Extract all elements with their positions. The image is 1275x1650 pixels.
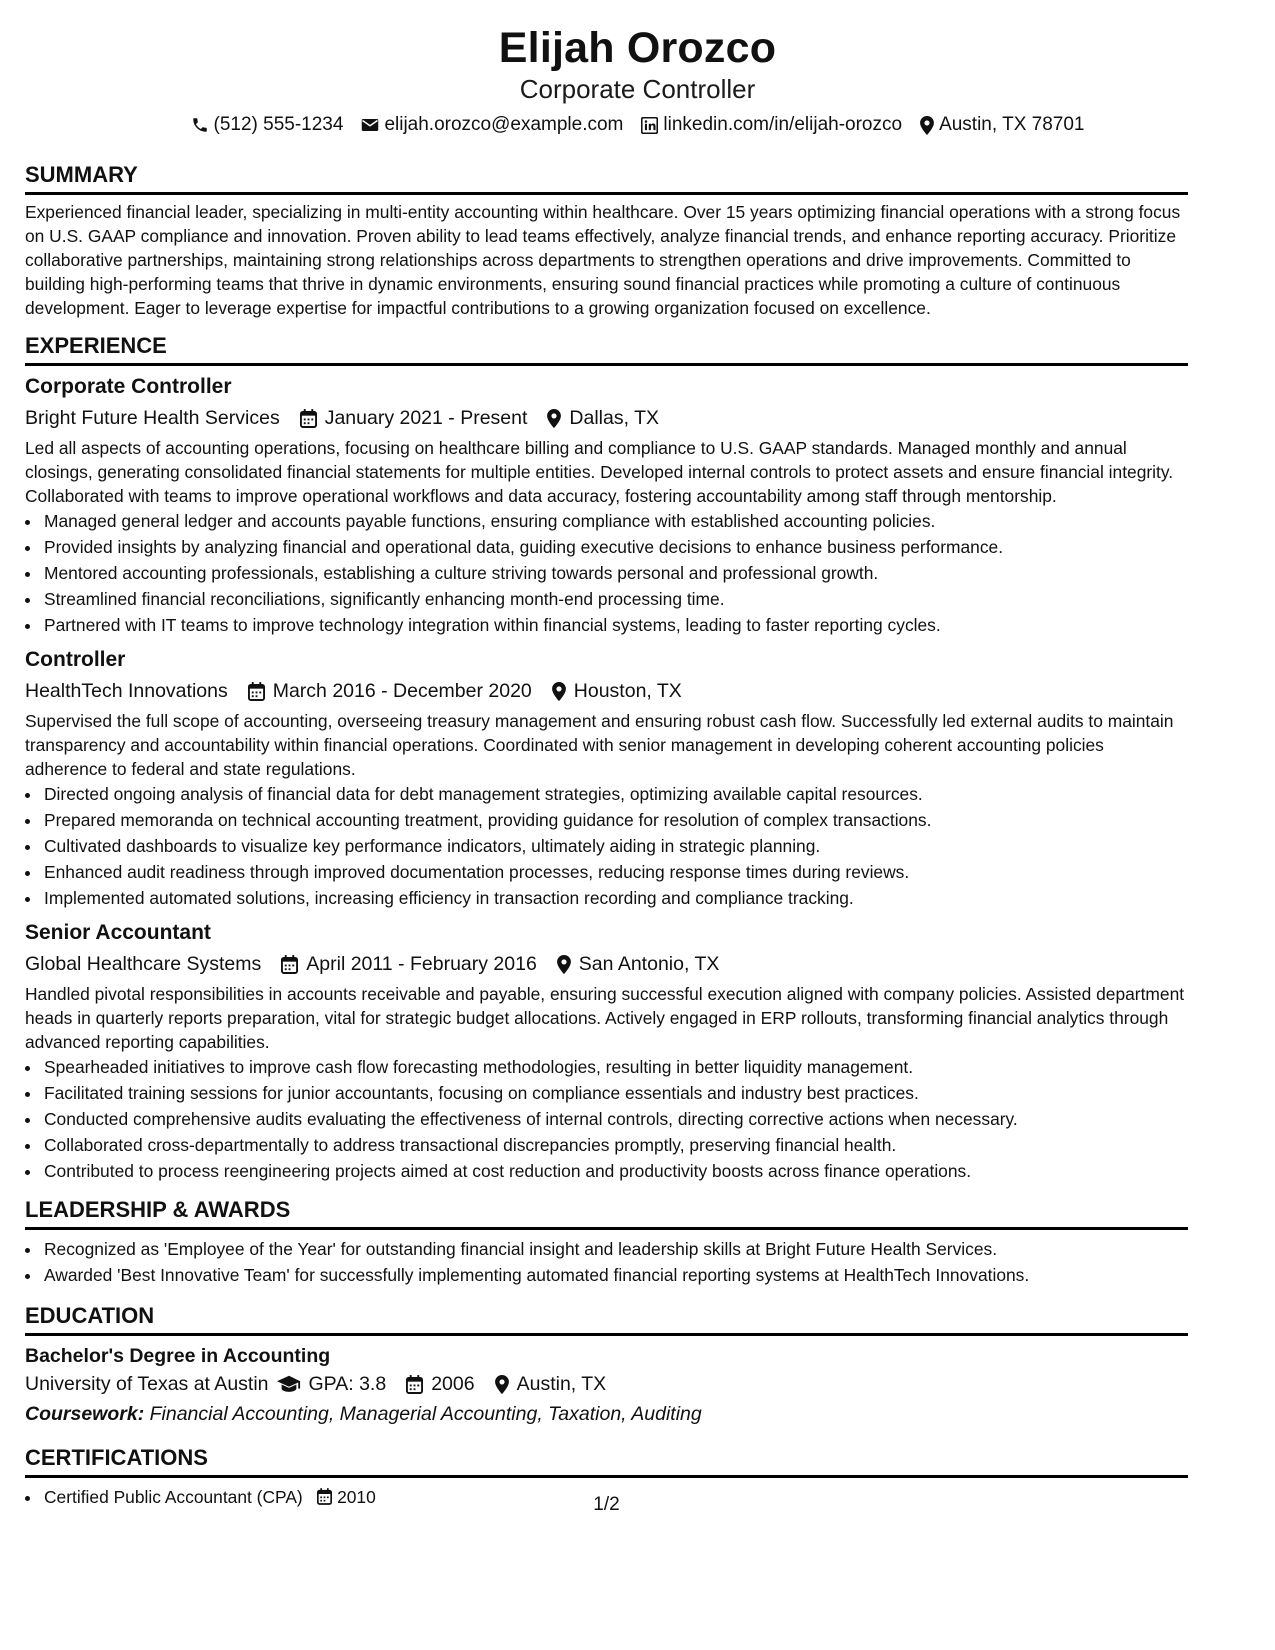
list-item: • Awarded 'Best Innovative Team' for successfully implementing automated financial reporting systems at HealthTech Innovations. [42, 1262, 1188, 1288]
job-description: Led all aspects of accounting operations, focusing on healthcare billing and compliance to U.S. GAAP standards. Managed monthly and annual closings, generating consolidated financial statements for multiple entities. Developed internal controls to protect assets and ensure financial integrity. Collaborated with teams to improve operational workflows and data accuracy, fostering accountability among staff through mentorship. [25, 438, 1174, 506]
list-item: • Collaborated cross-departmentally to address transactional discrepancies promptly, preserving financial health. [42, 1132, 1188, 1158]
list-item: • Streamlined financial reconciliations, significantly enhancing month-end processing time. [42, 586, 1188, 612]
list-item: • Managed general ledger and accounts payable functions, ensuring compliance with established accounting policies. [42, 508, 1188, 534]
list-item: • Facilitated training sessions for junior accountants, focusing on compliance essentials and industry best practices. [42, 1080, 1188, 1106]
job-bullets [25, 1054, 1188, 1184]
job-entry [25, 646, 1188, 911]
job-bullets [25, 508, 1188, 638]
job-bullets [25, 781, 1188, 911]
school-location: Austin, TX [516, 1373, 607, 1395]
gpa-text: GPA: 3.8 [308, 1373, 387, 1395]
job-title: Corporate Controller [25, 375, 232, 398]
certifications-title: CERTIFICATIONS [25, 1445, 1188, 1478]
linkedin-text: linkedin.com/in/elijah-orozco [663, 114, 903, 135]
job-location: Houston, TX [573, 680, 682, 702]
contact-email[interactable] [361, 113, 623, 137]
job-entry [25, 373, 1188, 638]
leadership-bullets [25, 1236, 1188, 1288]
job-description: Supervised the full scope of accounting, overseeing treasury management and ensuring robust cash flow. Successfully led external audits to maintain transparency and accountability within financial operations. Coordinated with senior management in developing coherent accounting policies adherence to federal and state regulations. [25, 711, 1174, 779]
coursework-list: Financial Accounting, Managerial Accounting, Taxation, Auditing [149, 1403, 702, 1425]
list-item: • Spearheaded initiatives to improve cash flow forecasting methodologies, resulting in better liquidity management. [42, 1054, 1188, 1080]
phone-text: (512) 555-1234 [213, 114, 344, 135]
linkedin-icon [641, 117, 658, 134]
list-item: • Conducted comprehensive audits evaluating the effectiveness of internal controls, directing corrective actions when necessary. [42, 1106, 1188, 1132]
contact-location [920, 113, 1084, 137]
calendar-icon [248, 682, 265, 701]
job-meta [25, 404, 1188, 432]
job-meta [25, 677, 1188, 705]
phone-icon [191, 116, 209, 134]
list-item: • Provided insights by analyzing financial and operational data, guiding executive decisions to enhance business performance. [42, 534, 1188, 560]
job-company: Global Healthcare Systems [25, 953, 262, 975]
summary-title: SUMMARY [25, 162, 1188, 195]
education-title: EDUCATION [25, 1303, 1188, 1336]
candidate-name: Elijah Orozco [498, 24, 777, 72]
coursework [25, 1400, 1188, 1428]
map-pin-icon [920, 116, 934, 135]
leadership-section [25, 1197, 1188, 1288]
certification-name: Certified Public Accountant (CPA) [44, 1487, 303, 1507]
school-name: University of Texas at Austin [25, 1373, 269, 1395]
job-meta [25, 950, 1188, 978]
list-item: • Mentored accounting professionals, establishing a culture striving towards personal and professional growth. [42, 560, 1188, 586]
job-location: San Antonio, TX [578, 953, 720, 975]
job-company: Bright Future Health Services [25, 407, 280, 429]
experience-title: EXPERIENCE [25, 333, 1188, 366]
job-location: Dallas, TX [569, 407, 659, 429]
graduation-year: 2006 [431, 1373, 475, 1395]
map-pin-icon [557, 955, 571, 974]
certification-year: 2010 [337, 1487, 376, 1507]
coursework-label: Coursework: [25, 1403, 145, 1425]
list-item: • Prepared memoranda on technical accounting treatment, providing guidance for resolution of complex transactions. [42, 807, 1188, 833]
job-description: Handled pivotal responsibilities in accounts receivable and payable, ensuring successful execution aligned with company policies. Assisted department heads in quarterly reports preparation, vital for strategic budget allocations. Actively engaged in ERP rollouts, transforming financial analytics through advanced reporting capabilities. [25, 984, 1185, 1052]
list-item: • Enhanced audit readiness through improved documentation processes, reducing response times during reviews. [42, 859, 1188, 885]
education-meta [25, 1370, 1188, 1398]
graduation-cap-icon [277, 1375, 301, 1393]
map-pin-icon [495, 1375, 509, 1394]
resume-header [25, 22, 1250, 137]
calendar-icon [406, 1375, 423, 1394]
job-dates: March 2016 - December 2020 [272, 680, 532, 702]
list-item: • Cultivated dashboards to visualize key performance indicators, ultimately aiding in strategic planning. [42, 833, 1188, 859]
experience-section [25, 333, 1188, 1184]
job-dates: April 2011 - February 2016 [306, 953, 537, 975]
page-number: 1/2 [593, 1494, 620, 1515]
contact-bar [25, 113, 1250, 137]
candidate-role: Corporate Controller [519, 74, 756, 104]
leadership-title: LEADERSHIP & AWARDS [25, 1197, 1188, 1230]
job-company: HealthTech Innovations [25, 680, 228, 702]
contact-linkedin[interactable] [641, 113, 902, 137]
list-item: • Recognized as 'Employee of the Year' for outstanding financial insight and leadership skills at Bright Future Health Services. [42, 1236, 1188, 1262]
job-title: Senior Accountant [25, 921, 211, 944]
location-text: Austin, TX 78701 [939, 114, 1085, 135]
calendar-icon [300, 409, 317, 428]
contact-phone[interactable] [191, 113, 344, 137]
map-pin-icon [552, 682, 566, 701]
summary-section [25, 162, 1188, 320]
job-title: Controller [25, 648, 126, 671]
email-text: elijah.orozco@example.com [384, 114, 624, 135]
map-pin-icon [547, 409, 561, 428]
list-item: • Contributed to process reengineering projects aimed at cost reduction and productivity boosts across finance operations. [42, 1158, 1188, 1184]
resume-content [25, 22, 1250, 1507]
education-section [25, 1303, 1188, 1428]
degree-title: Bachelor's Degree in Accounting [25, 1345, 331, 1367]
list-item: • Directed ongoing analysis of financial data for debt management strategies, optimizing available capital resources. [42, 781, 1188, 807]
envelope-icon [361, 117, 379, 133]
job-dates: January 2021 - Present [324, 407, 528, 429]
summary-text: Experienced financial leader, specializing in multi-entity accounting within healthcare. Over 15 years optimizing financial operations with a strong focus on U.S. GAAP compliance and innovation. Proven ability to lead teams effectively, analyze financial trends, and enhance reporting accuracy. Prioritize collaborative partnerships, maintaining strong relationships across departments to strengthen operations and drive improvements. Committed to building high-performing teams that thrive in dynamic environments, ensuring sound financial practices while promoting a culture of continuous development. Eager to leverage expertise for impactful contributions to a growing organization focused on excellence. [25, 202, 1181, 318]
job-entry [25, 919, 1188, 1184]
list-item: • Implemented automated solutions, increasing efficiency in transaction recording and compliance tracking. [42, 885, 1188, 911]
calendar-icon [281, 955, 298, 974]
list-item: • Partnered with IT teams to improve technology integration within financial systems, leading to faster reporting cycles. [42, 612, 1188, 638]
